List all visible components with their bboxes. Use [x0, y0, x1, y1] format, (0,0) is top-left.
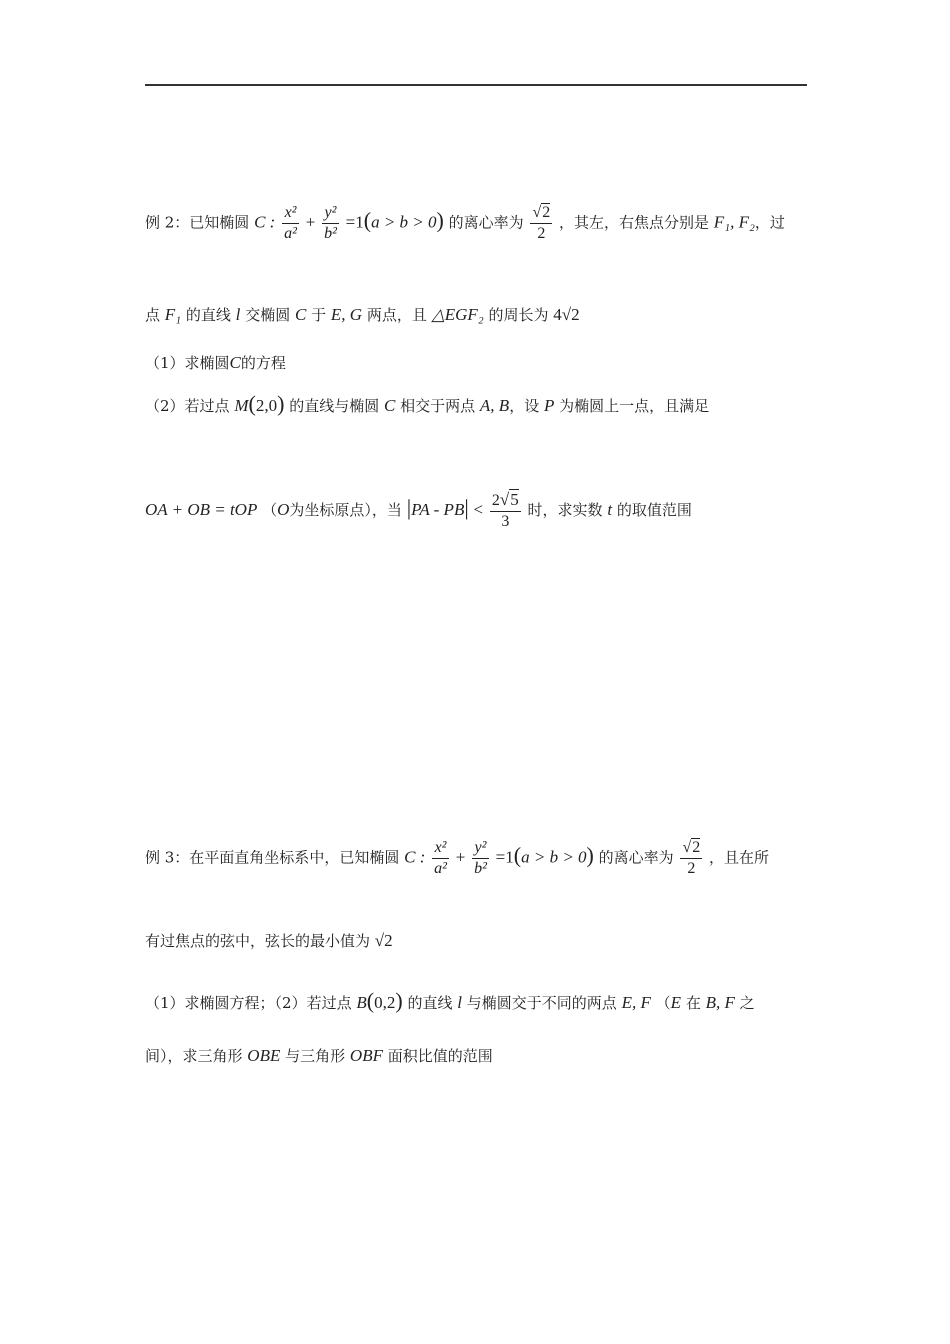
eccentricity-label: 的离心率为	[448, 213, 524, 232]
less-than: <	[473, 500, 484, 519]
text-yu: 于	[311, 306, 327, 324]
point-b-coord: 0,2	[374, 993, 396, 1012]
ellipse-name: C :	[254, 212, 276, 232]
q2-c: C	[383, 396, 396, 415]
text-dian: 点	[145, 306, 161, 324]
ex3-ellipse-name: C :	[404, 847, 426, 867]
text-line: 的直线	[185, 306, 231, 324]
ex3-q-text-c: 与椭圆交于不同的两点	[466, 994, 617, 1012]
q2-text-h: 时，求实数	[527, 501, 603, 519]
ex2-intro: 例 2：已知椭圆	[145, 213, 250, 232]
ex3-text-ratio: 面积比值的范围	[387, 1047, 493, 1065]
q2-text-g: 为坐标原点），当	[289, 501, 402, 519]
ex2-line1: 例 2：已知椭圆 C : $\frac{\text{x²}}{\text{a²}}$ + $\frac{\text{y²}}{\text{b²}}$ =1(a > b > 0) 的离心率为 $\frac{√2}{2}$ ，其左，右焦点分别是 F₁, F₂，过	[145, 204, 785, 242]
point-p: P	[543, 396, 555, 415]
triangle-egf2: △EGF₂	[431, 305, 484, 324]
text-perimeter: 的周长为	[488, 306, 549, 324]
q2-text-c: 相交于两点	[400, 397, 476, 415]
triangle-obe: OBE	[247, 1046, 281, 1065]
points-ab: A, B	[479, 396, 510, 415]
ex3-line2	[145, 931, 393, 951]
text-guo: ，过	[754, 213, 785, 232]
q2-text-i: 的取值范围	[616, 501, 692, 519]
ex2-q2: （2）若过点 M(2,0) 的直线与椭圆 C 相交于两点 A, B，设 P 为椭圆上一点，且满足	[145, 391, 710, 416]
abs-expression: PA - PB	[411, 500, 465, 519]
line-l: l	[235, 305, 241, 324]
q2-text-b: 的直线与椭圆	[289, 397, 380, 415]
foci: F₁, F₂	[713, 212, 755, 232]
paren-open: （	[262, 501, 278, 519]
q2-text-d: ，设	[509, 397, 540, 415]
ex3-text-zai: 在	[685, 994, 701, 1012]
ex3-fraction-y: $\frac{\text{y²}}{\text{b²}}$	[474, 839, 487, 877]
ex2-line2	[145, 305, 580, 325]
point-m: M	[234, 396, 249, 415]
ex3-intro: 例 3：在平面直角坐标系中，已知椭圆	[145, 848, 400, 867]
fraction-x: $\frac{\text{x²}}{\text{a²}}$	[284, 204, 297, 242]
ex3-paren: （	[655, 994, 671, 1012]
point-e: E	[670, 993, 682, 1012]
q2-text: （2）若过点	[145, 397, 230, 415]
ex3-q-text: （1）求椭圆方程；（2）若过点	[145, 994, 352, 1012]
ellipse-c: C	[294, 305, 307, 324]
focus-f1: F₁	[164, 305, 182, 324]
ex3-line3: （1）求椭圆方程；（2）若过点 B(0,2) 的直线 l 与椭圆交于不同的两点 E, F （E 在 B, F 之	[145, 988, 755, 1013]
q1-c: C	[229, 353, 241, 372]
q1-text-end: 的方程	[240, 354, 286, 372]
ex3-text-chord: 有过焦点的弦中，弦长的最小值为	[145, 932, 371, 950]
ex3-text-and: 与三角形	[285, 1047, 346, 1065]
foci-label: ，其左，右焦点分别是	[559, 213, 710, 232]
text-two-points: 两点，且	[366, 306, 427, 324]
ex3-text-zhi: 之	[739, 994, 755, 1012]
ex3-eccentricity-label: 的离心率为	[598, 848, 674, 867]
ex2-q1	[145, 353, 286, 373]
ex3-condition: a > b > 0	[521, 847, 587, 867]
header-rule	[145, 84, 807, 86]
ex3-line1: 例 3：在平面直角坐标系中，已知椭圆 C : $\frac{\text{x²}}{\text{a²}}$ + $\frac{\text{y²}}{\text{b²}}$ =1(a > b > 0) 的离心率为 $\frac{√2}{2}$ ，且在所	[145, 839, 770, 877]
ex3-fraction-x: $\frac{\text{x²}}{\text{a²}}$	[434, 839, 447, 877]
ex3-q-text-b: 的直线	[407, 994, 453, 1012]
ex3-text-jian: 间），求三角形	[145, 1047, 243, 1065]
eccentricity-fraction: $\frac{√2}{2}$	[532, 204, 551, 242]
min-chord: √2	[374, 931, 393, 950]
ex3-text-c: ，且在所	[709, 848, 770, 867]
var-t: t	[607, 500, 613, 519]
condition: a > b > 0	[371, 212, 437, 232]
vector-equation: OA + OB = tOP	[145, 500, 258, 519]
point-m-coord: 2,0	[255, 396, 278, 415]
ex3-eccentricity-fraction: $\frac{√2}{2}$	[682, 839, 701, 877]
q2-text-e: 为椭圆上一点，且满足	[559, 397, 710, 415]
q1-text: （1）求椭圆	[145, 354, 230, 372]
ex2-q2-cont: OA + OB = tOP （O为坐标原点），当 |PA - PB| < $\frac{2√5}{3}$ 时，求实数 t 的取值范围	[145, 490, 692, 530]
origin-o: O	[277, 500, 290, 519]
fraction-y: $\frac{\text{y²}}{\text{b²}}$	[324, 204, 337, 242]
bound-fraction: $\frac{2√5}{3}$	[491, 490, 519, 530]
text-intersect: 交椭圆	[245, 306, 291, 324]
ex3-line4	[145, 1046, 493, 1066]
perimeter-value: 4√2	[553, 305, 580, 324]
triangle-obf: OBF	[349, 1046, 383, 1065]
equals-one: =1	[345, 212, 364, 232]
ex3-line-l: l	[457, 993, 462, 1012]
points-bf: B, F	[705, 993, 735, 1012]
point-b: B	[356, 993, 367, 1012]
points-ef: E, F	[621, 993, 651, 1012]
points-eg: E, G	[330, 305, 363, 324]
ex3-equals-one: =1	[495, 847, 514, 867]
